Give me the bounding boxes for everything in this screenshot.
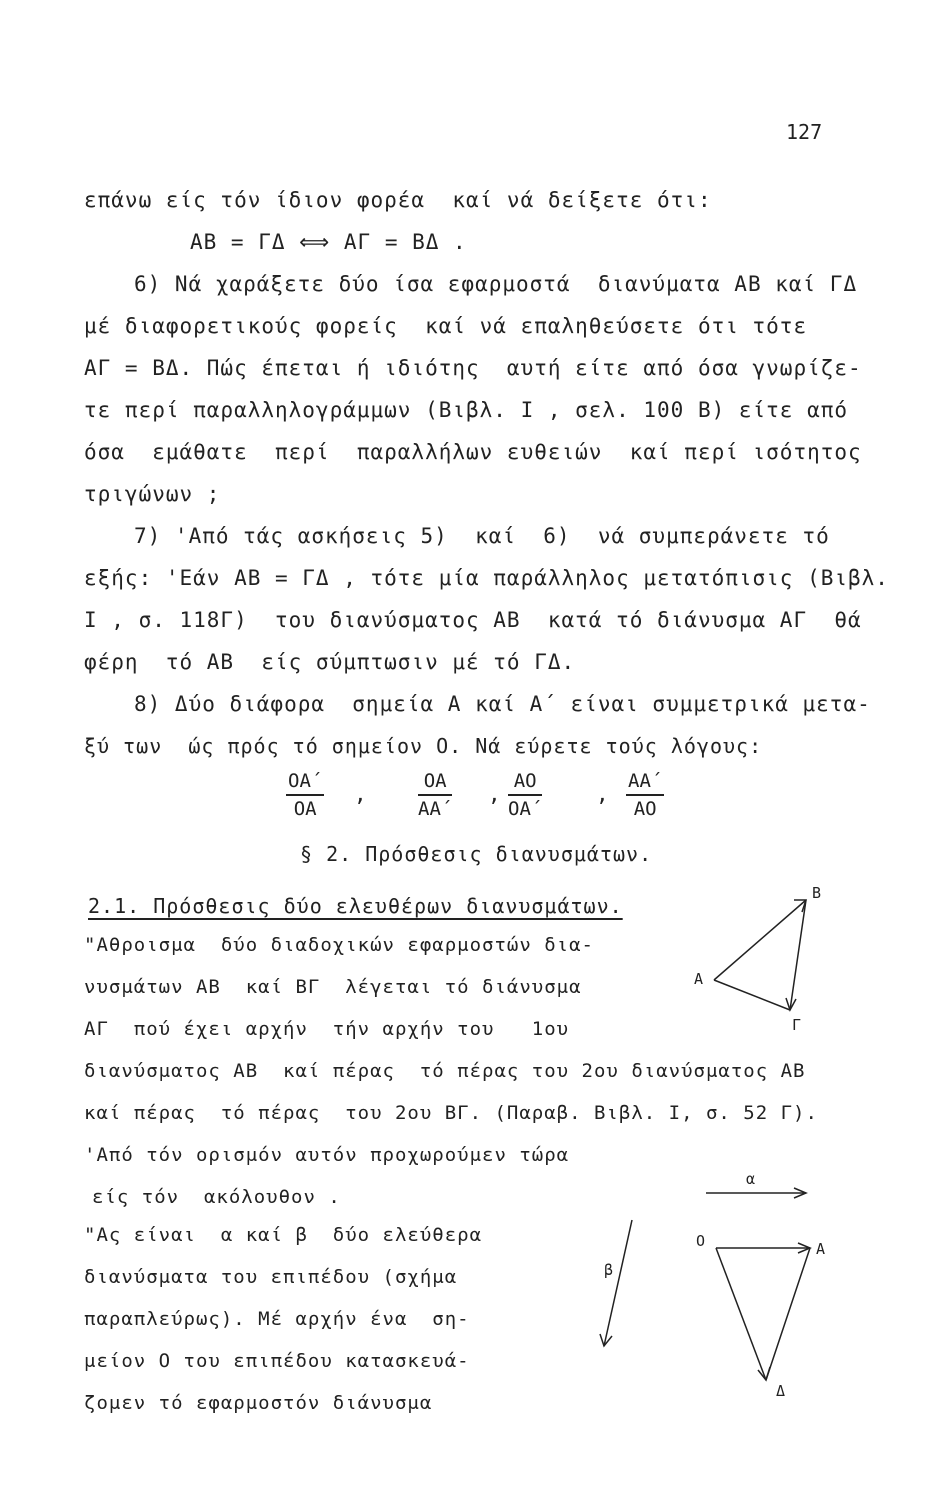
ratio-denominator: AO <box>633 798 657 820</box>
vector-b-line <box>604 1220 632 1346</box>
vector-ab-line <box>714 900 806 980</box>
ratio-4 <box>626 770 664 820</box>
text-line: "Αθροισμα δύο διαδοχικών εφαρμοστών δια- <box>84 934 594 956</box>
text-line: AΓ = BΔ. Πώς έπεται ή ιδιότης αυτή είτε από όσα γνωρίζε- <box>84 356 862 380</box>
ratio-3 <box>508 770 542 820</box>
ratio-numerator: OA΄ <box>286 770 324 796</box>
text-line: μείον O του επιπέδου κατασκευά- <box>84 1350 470 1372</box>
text-line: 'Από τόν ορισμόν αυτόν προχωρούμεν τώρα <box>84 1144 570 1166</box>
section-heading: § 2. Πρόσθεσις διανυσμάτων. <box>300 842 653 866</box>
text-line: διανύσματα του επιπέδου (σχήμα <box>84 1266 458 1288</box>
vector-ad-line <box>766 1248 810 1380</box>
equation-line: AB = ΓΔ ⟺ AΓ = BΔ . <box>190 230 467 254</box>
text-line: διανύσματος AB καί πέρας τό πέρας του 2ου διανύσματος AB <box>84 1060 806 1082</box>
page-number: 127 <box>786 120 823 144</box>
text-line: επάνω είς τόν ίδιον φορέα καί νά δείξετε ότι: <box>84 188 712 212</box>
text-line: τε περί παραλληλογράμμων (Βιβλ. I , σελ. 100 Β) είτε από <box>84 398 849 422</box>
ratio-separator: , <box>488 782 502 806</box>
ratio-separator: , <box>354 782 368 806</box>
vector-addition-figure <box>690 880 840 1040</box>
text-line: εξής: 'Εάν AB = ΓΔ , τότε μία παράλληλος μετατόπισις (Βιβλ. <box>84 566 889 590</box>
ratio-numerator: OA <box>418 770 452 796</box>
text-line: ζομεν τό εφαρμοστόν διάνυσμα <box>84 1392 433 1414</box>
point-label-a: A <box>694 970 704 988</box>
exercise-6: 6) Νά χαράξετε δύο ίσα εφαρμοστά διανύματα AB καί ΓΔ <box>134 272 858 296</box>
subsection-heading: 2.1. Πρόσθεσις δύο ελευθέρων διανυσμάτων. <box>88 894 623 918</box>
text-line: νυσμάτων AB καί BΓ λέγεται τό διάνυσμα <box>84 976 582 998</box>
text-line: είς τόν ακόλουθον . <box>92 1186 341 1208</box>
ratio-1 <box>286 770 324 820</box>
free-vectors-figure <box>580 1160 840 1410</box>
ratio-separator: , <box>596 782 610 806</box>
point-label-d: Δ <box>776 1382 786 1400</box>
vector-od-line <box>716 1248 766 1380</box>
text-line: φέρη τό AB είς σύμπτωσιν μέ τό ΓΔ. <box>84 650 576 674</box>
point-label-b: B <box>812 884 822 902</box>
text-line: AΓ πού έχει αρχήν τήν αρχήν του 1ου <box>84 1018 570 1040</box>
point-label-g: Γ <box>792 1016 802 1034</box>
vector-bg-line <box>790 900 806 1010</box>
exercise-7: 7) 'Από τάς ασκήσεις 5) καί 6) νά συμπεράνετε τό <box>134 524 830 548</box>
text-line: ξύ των ώς πρός τό σημείον O. Νά εύρετε τούς λόγους: <box>84 734 763 758</box>
vector-a-label: α <box>746 1170 756 1188</box>
text-line: I , σ. 118Γ) του διανύσματος AB κατά τό διάνυσμα AΓ θά <box>84 608 862 632</box>
text-line: καί πέρας τό πέρας του 2ου BΓ. (Παραβ. Βιβλ. I, σ. 52 Γ). <box>84 1102 818 1124</box>
ratio-2 <box>418 770 452 820</box>
vector-ag-line <box>714 980 790 1010</box>
ratio-denominator: AA΄ <box>418 798 453 820</box>
text-line: μέ διαφορετικούς φορείς καί νά επαληθεύσετε ότι τότε <box>84 314 808 338</box>
ratio-denominator: OA <box>293 798 317 820</box>
ratio-numerator: AO <box>508 770 542 796</box>
text-line: παραπλεύρως). Μέ αρχήν ένα ση- <box>84 1308 470 1330</box>
ratio-numerator: AA΄ <box>626 770 664 796</box>
text-line: "Ας είναι α καί β δύο ελεύθερα <box>84 1224 483 1246</box>
point-label-a: A <box>816 1240 826 1258</box>
point-label-o: O <box>696 1232 706 1250</box>
ratio-denominator: OA΄ <box>508 798 543 820</box>
vector-b-label: β <box>604 1261 614 1279</box>
text-line: τριγώνων ; <box>84 482 221 506</box>
exercise-8: 8) Δύο διάφορα σημεία A καί A΄ είναι συμμετρικά μετα- <box>134 692 871 716</box>
text-line: όσα εμάθατε περί παραλλήλων ευθειών καί περί ισότητος <box>84 440 862 464</box>
